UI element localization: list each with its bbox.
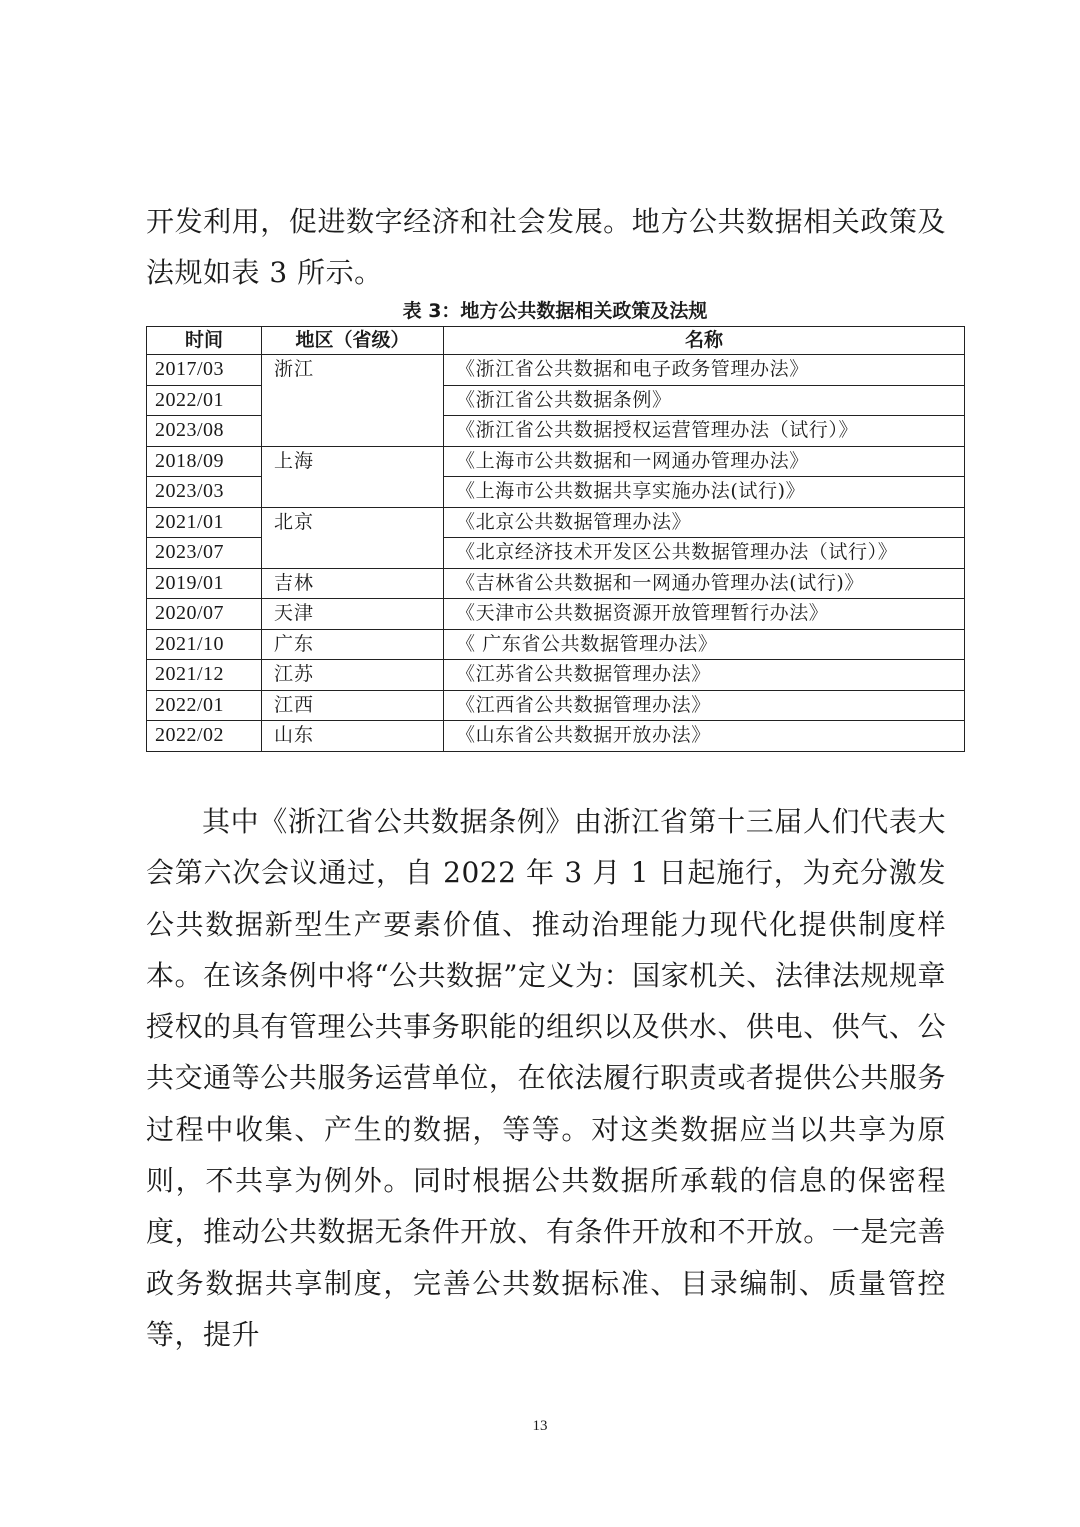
cell-date: 2023/07 xyxy=(147,538,262,569)
cell-date: 2017/03 xyxy=(147,355,262,386)
cell-name: 《浙江省公共数据条例》 xyxy=(444,385,965,416)
cell-date: 2023/08 xyxy=(147,416,262,447)
cell-name: 《北京经济技术开发区公共数据管理办法（试行）》 xyxy=(444,538,965,569)
cell-name: 《江西省公共数据管理办法》 xyxy=(444,690,965,721)
cell-region: 吉林 xyxy=(262,568,444,599)
cell-name: 《上海市公共数据共享实施办法(试行)》 xyxy=(444,477,965,508)
cell-date: 2021/12 xyxy=(147,660,262,691)
cell-region: 上海 xyxy=(262,446,444,507)
cell-name: 《江苏省公共数据管理办法》 xyxy=(444,660,965,691)
cell-region: 北京 xyxy=(262,507,444,568)
cell-date: 2018/09 xyxy=(147,446,262,477)
cell-name: 《天津市公共数据资源开放管理暂行办法》 xyxy=(444,599,965,630)
cell-name: 《上海市公共数据和一网通办管理办法》 xyxy=(444,446,965,477)
cell-region: 天津 xyxy=(262,599,444,630)
header-name: 名称 xyxy=(444,327,965,355)
table-caption: 表 3：地方公共数据相关政策及法规 xyxy=(402,300,708,322)
cell-date: 2022/01 xyxy=(147,385,262,416)
cell-region: 江苏 xyxy=(262,660,444,691)
table-row xyxy=(147,721,965,752)
cell-region: 浙江 xyxy=(262,355,444,447)
page-number: 13 xyxy=(532,1418,548,1434)
table-header-row xyxy=(147,327,965,355)
cell-date: 2020/07 xyxy=(147,599,262,630)
cell-region: 广东 xyxy=(262,629,444,660)
cell-name: 《山东省公共数据开放办法》 xyxy=(444,721,965,752)
cell-date: 2021/10 xyxy=(147,629,262,660)
cell-date: 2021/01 xyxy=(147,507,262,538)
cell-date: 2022/01 xyxy=(147,690,262,721)
cell-date: 2019/01 xyxy=(147,568,262,599)
table-row xyxy=(147,355,965,386)
body-paragraph: 其中《浙江省公共数据条例》由浙江省第十三届人们代表大会第六次会议通过，自 2022 年 3 月 1 日起施行，为充分激发公共数据新型生产要素价值、推动治理能力现代化提供制度样本。在该条例中将“公共数据”定义为：国家机关、法律法规规章授权的具有管理公共事务职能的组织以及供水、供电、供气、公共交通等公共服务运营单位，在依法履行职责或者提供公共服务过程中收集、产生的数据，等等。对这类数据应当以共享为原则，不共享为例外。同时根据公共数据所承载的信息的保密程度，推动公共数据无条件开放、有条件开放和不开放。一是完善政务数据共享制度，完善公共数据标准、目录编制、质量管控等，提升 xyxy=(146,805,946,1351)
table-row xyxy=(147,629,965,660)
table-row xyxy=(147,446,965,477)
cell-name: 《北京公共数据管理办法》 xyxy=(444,507,965,538)
cell-name: 《浙江省公共数据和电子政务管理办法》 xyxy=(444,355,965,386)
header-region: 地区（省级） xyxy=(262,327,444,355)
header-time: 时间 xyxy=(147,327,262,355)
table-row xyxy=(147,507,965,538)
cell-name: 《 广东省公共数据管理办法》 xyxy=(444,629,965,660)
cell-name: 《浙江省公共数据授权运营管理办法（试行）》 xyxy=(444,416,965,447)
table-row xyxy=(147,690,965,721)
table-row xyxy=(147,660,965,691)
cell-date: 2023/03 xyxy=(147,477,262,508)
cell-date: 2022/02 xyxy=(147,721,262,752)
table-row xyxy=(147,599,965,630)
table-row xyxy=(147,568,965,599)
cell-region: 山东 xyxy=(262,721,444,752)
cell-name: 《吉林省公共数据和一网通办管理办法(试行)》 xyxy=(444,568,965,599)
policy-table xyxy=(146,326,965,752)
intro-paragraph: 开发利用，促进数字经济和社会发展。地方公共数据相关政策及法规如表 3 所示。 xyxy=(146,205,946,290)
cell-region: 江西 xyxy=(262,690,444,721)
